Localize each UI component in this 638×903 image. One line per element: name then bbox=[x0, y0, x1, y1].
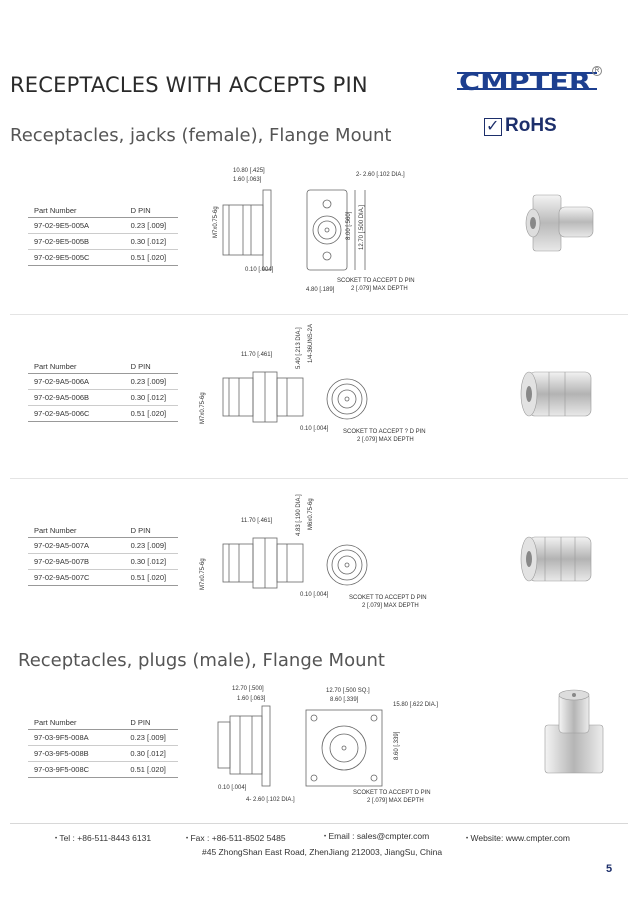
table-row: 97-03-9F5-008C 0.51 [.020] bbox=[28, 762, 178, 778]
dim-label: M7x0.75-6g bbox=[200, 392, 206, 424]
dim-label: 5.40 [.213 DIA.] bbox=[296, 327, 302, 369]
rohs-check-icon: ✓ bbox=[484, 118, 502, 136]
footer-email[interactable]: • Email : sales@cmpter.com bbox=[324, 831, 430, 841]
dim-label: 12.70 [.500 DIA.] bbox=[359, 204, 365, 250]
table-row: 97-02-9E5-005A 0.23 [.009] bbox=[28, 218, 178, 234]
dim-label: 11.70 [.461] bbox=[241, 518, 273, 524]
dim-label: 12.70 [.500] bbox=[232, 686, 264, 692]
dim-note: SCOKET TO ACCEPT ? D PIN bbox=[343, 429, 426, 435]
dim-label: 4- 2.60 [.102 DIA.] bbox=[246, 797, 295, 803]
divider bbox=[10, 314, 628, 315]
divider bbox=[10, 478, 628, 479]
dim-label: 1.60 [.063] bbox=[237, 696, 266, 702]
footer-website[interactable]: • Website: www.cmpter.com bbox=[466, 833, 570, 843]
footer-fax: • Fax : +86-511-8502 5485 bbox=[186, 833, 286, 843]
dim-note: 2 [.079] MAX DEPTH bbox=[362, 603, 419, 609]
section-heading-plugs: Receptacles, plugs (male), Flange Mount bbox=[18, 650, 385, 671]
col-d-pin: D PIN bbox=[100, 716, 178, 730]
dim-label: M6x0.75-6g bbox=[308, 498, 314, 530]
product-photo-jack-flange bbox=[513, 183, 603, 263]
table-row: 97-02-9A5-006C 0.51 [.020] bbox=[28, 406, 178, 422]
footer-address: #45 ZhongShan East Road, ZhenJiang 212003, JiangSu, China bbox=[202, 847, 443, 857]
dim-label: 4.83 [.190 DIA.] bbox=[296, 494, 302, 536]
dim-label: 0.10 [.004] bbox=[300, 592, 329, 598]
col-d-pin: D PIN bbox=[101, 524, 178, 538]
col-d-pin: D PIN bbox=[101, 204, 178, 218]
registered-mark: R bbox=[592, 66, 602, 76]
table-row: 97-02-9E5-005B 0.30 [.012] bbox=[28, 234, 178, 250]
dim-label: 8.60 [.339] bbox=[394, 731, 400, 760]
dim-label: 0.10 [.004] bbox=[300, 426, 329, 432]
dim-label: 0.10 [.004] bbox=[245, 267, 274, 273]
col-part-number: Part Number bbox=[28, 204, 101, 218]
dim-label: M7x0.75-6g bbox=[200, 558, 206, 590]
dim-note: 2 [.079] MAX DEPTH bbox=[367, 798, 424, 804]
dim-label: 11.70 [.461] bbox=[241, 352, 273, 358]
col-part-number: Part Number bbox=[28, 716, 100, 730]
product-photo-jack-bulkhead-2 bbox=[515, 525, 610, 595]
dim-note: 2 [.079] MAX DEPTH bbox=[357, 437, 414, 443]
table-row: 97-02-9A5-007A 0.23 [.009] bbox=[28, 538, 178, 554]
part-table-3 bbox=[28, 524, 178, 586]
page-number: 5 bbox=[606, 863, 613, 875]
part-table-4 bbox=[28, 716, 178, 778]
product-photo-plug-flange bbox=[535, 685, 610, 780]
part-table-1 bbox=[28, 204, 178, 266]
table-row: 97-03-9F5-008A 0.23 [.009] bbox=[28, 730, 178, 746]
dim-label: 1.60 [.063] bbox=[233, 177, 262, 183]
dim-note: SCOKET TO ACCEPT D PIN bbox=[349, 595, 427, 601]
dim-note: SCOKET TO ACCEPT D PIN bbox=[337, 278, 415, 284]
dim-label: 8.00 [.560] bbox=[346, 211, 352, 240]
dim-label: 12.70 [.500 SQ.] bbox=[326, 688, 370, 694]
col-d-pin: D PIN bbox=[101, 360, 178, 374]
drawing-jack-flange bbox=[215, 180, 415, 290]
page-title: RECEPTACLES WITH ACCEPTS PIN bbox=[10, 73, 368, 97]
dim-label: 4.80 [.189] bbox=[306, 287, 335, 293]
col-part-number: Part Number bbox=[28, 524, 101, 538]
drawing-jack-bulkhead-2 bbox=[215, 528, 385, 598]
dim-label: 0.10 [.004] bbox=[218, 785, 247, 791]
dim-note: SCOKET TO ACCEPT D PIN bbox=[353, 790, 431, 796]
svg-text:CMPTER: CMPTER bbox=[459, 68, 591, 96]
drawing-jack-bulkhead bbox=[215, 362, 385, 432]
footer-tel: • Tel : +86-511-8443 6131 bbox=[55, 833, 152, 843]
table-row: 97-03-9F5-008B 0.30 [.012] bbox=[28, 746, 178, 762]
cmpter-logo bbox=[457, 64, 597, 96]
drawing-plug-flange bbox=[212, 700, 412, 790]
table-row: 97-02-9A5-007B 0.30 [.012] bbox=[28, 554, 178, 570]
dim-label: 8.60 [.339] bbox=[330, 697, 359, 703]
table-row: 97-02-9A5-006B 0.30 [.012] bbox=[28, 390, 178, 406]
table-row: 97-02-9A5-007C 0.51 [.020] bbox=[28, 570, 178, 586]
table-row: 97-02-9E5-005C 0.51 [.020] bbox=[28, 250, 178, 266]
section-heading-jacks: Receptacles, jacks (female), Flange Mount bbox=[10, 125, 392, 146]
dim-label: 1/4-36UNS-2A bbox=[308, 323, 314, 363]
rohs-label: RoHS bbox=[505, 115, 557, 136]
dim-label: 2- 2.60 [.102 DIA.] bbox=[356, 172, 405, 178]
col-part-number: Part Number bbox=[28, 360, 101, 374]
dim-note: 2 [.079] MAX DEPTH bbox=[351, 286, 408, 292]
part-table-2 bbox=[28, 360, 178, 422]
dim-label: 15.80 [.622 DIA.] bbox=[393, 702, 439, 708]
dim-label: M7x0.75-6g bbox=[213, 206, 219, 238]
product-photo-jack-bulkhead bbox=[515, 360, 610, 430]
footer-rule bbox=[10, 823, 628, 824]
table-row: 97-02-9A5-006A 0.23 [.009] bbox=[28, 374, 178, 390]
dim-label: 10.80 [.425] bbox=[233, 168, 265, 174]
